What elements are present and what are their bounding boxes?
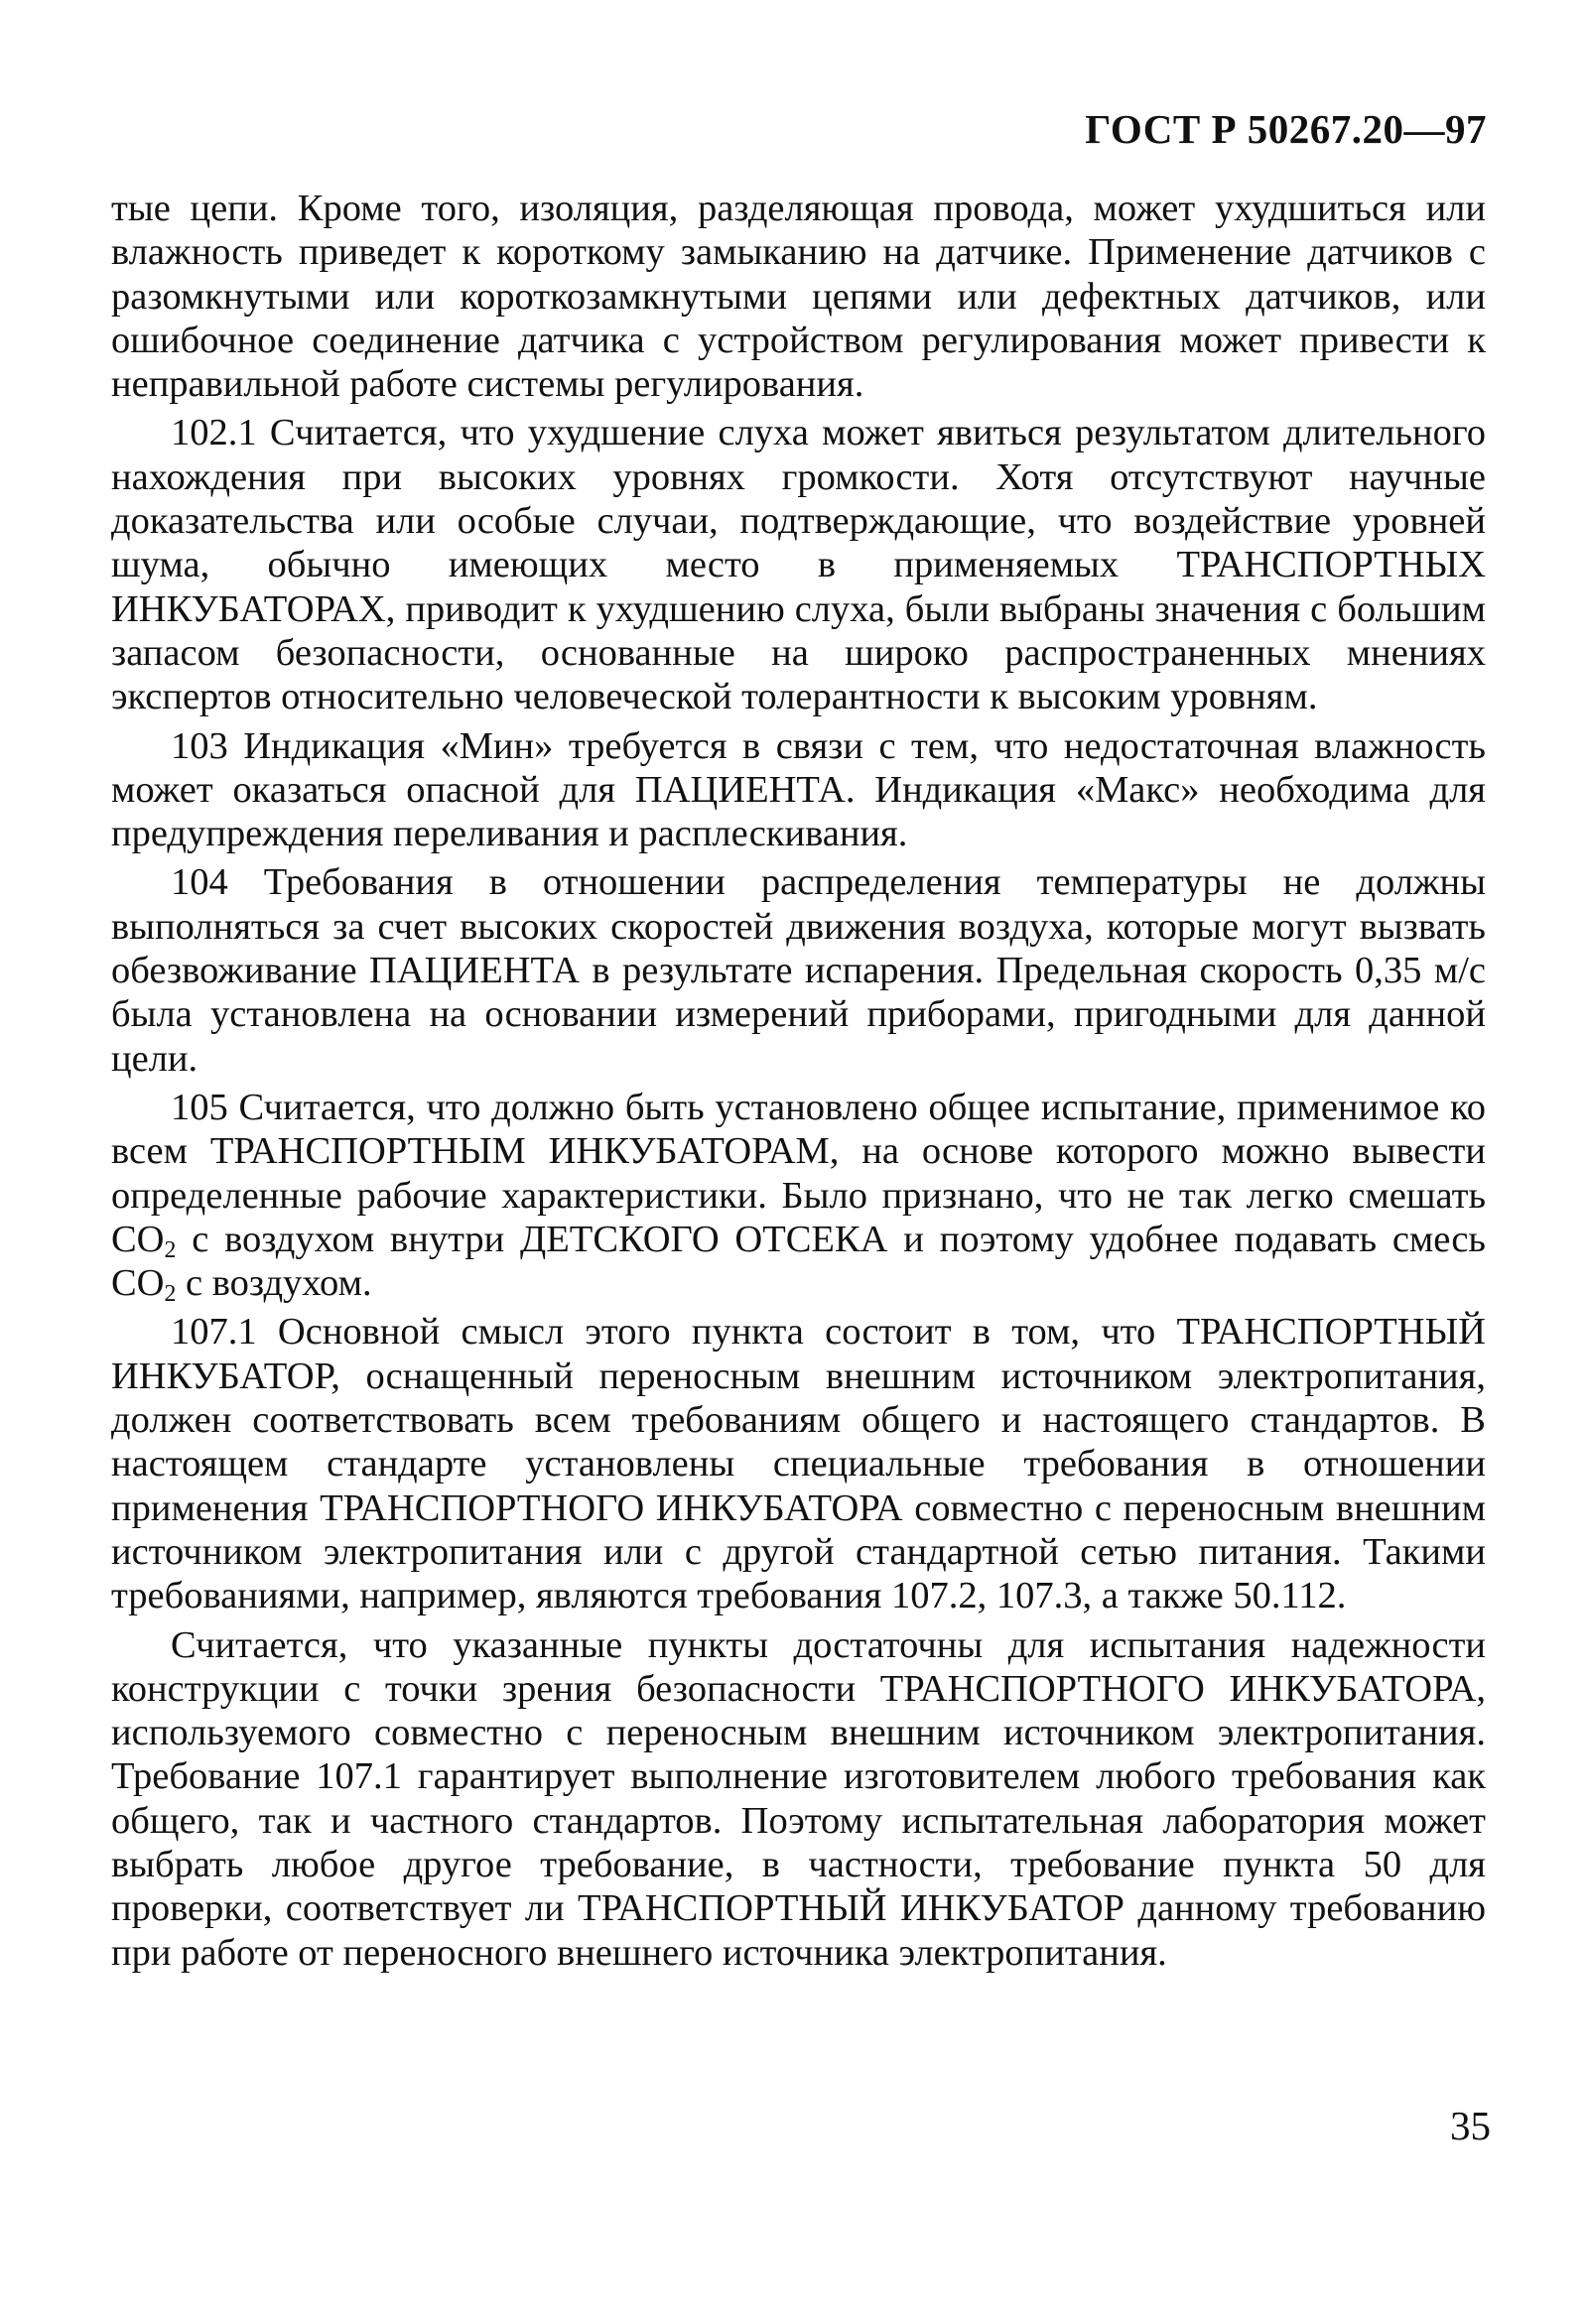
page-number: 35 bbox=[1450, 2103, 1491, 2148]
subscript-2: 2 bbox=[164, 1281, 177, 1308]
paragraph-107-1: 107.1 Основной смысл этого пункта состоит в том, что ТРАНСПОРТНЫЙ ИНКУБАТОР, оснащенный переносным внешним источником электропитания, должен соответствовать всем требованиям общего и настоящего стандартов. В настоящем стандарте установлены специальные требования в отношении применения ТРАНСПОРТНОГО ИНКУБАТОРА совместно с переносным внешним источником электропитания или с другой стандартной сетью питания. Такими требованиями, например, являются требования 107.2, 107.3, а также 50.112. bbox=[111, 1311, 1486, 1617]
paragraph-conclusion: Считается, что указанные пункты достаточны для испытания надежности конструкции с точки зрения безопасности ТРАНСПОРТНОГО ИНКУБАТОРА, используемого совместно с переносным внешним источником электропитания. Требование 107.1 гарантирует выполнение изготовителем любого требования как общего, так и частного стандартов. Поэтому испытательная лаборатория может выбрать любое другое требование, в частности, требование пункта 50 для проверки, соответствует ли ТРАНСПОРТНЫЙ ИНКУБАТОР данному требованию при работе от переносного внешнего источника электропитания. bbox=[111, 1623, 1486, 1974]
paragraph-105-text-1: 105 Считается, что должно быть установлено общее испытание, применимое ко всем ТРАНСПОРТНЫМ ИНКУБАТОРАМ, на основе которого можно вывести определенные рабочие характеристики. Было признано, что не так легко смешать СО bbox=[111, 1086, 1486, 1260]
body-text bbox=[111, 187, 1486, 1980]
paragraph-104: 104 Требования в отношении распределения температуры не должны выполняться за счет высоких скоростей движения воздуха, которые могут вызвать обезвоживание ПАЦИЕНТА в результате испарения. Предельная скорость 0,35 м/с была установлена на основании измерений приборами, пригодными для данной цели. bbox=[111, 861, 1486, 1080]
paragraph-105-text-3: с воздухом. bbox=[176, 1262, 372, 1305]
paragraph-continuation: тые цепи. Кроме того, изоляция, разделяющая провода, может ухудшиться или влажность приведет к короткому замыканию на датчике. Применение датчиков с разомкнутыми или короткозамкнутыми цепями или дефектных датчиков, или ошибочное соединение датчика с устройством регулирования может привести к неправильной работе системы регулирования. bbox=[111, 188, 1486, 406]
paragraph-105-text-2: с воздухом внутри ДЕТСКОГО ОТСЕКА и поэтому удобнее подавать смесь СО bbox=[111, 1218, 1486, 1305]
paragraph-103: 103 Индикация «Мин» требуется в связи с тем, что недостаточная влажность может оказаться опасной для ПАЦИЕНТА. Индикация «Макс» необходима для предупреждения переливания и расплескивания. bbox=[111, 724, 1486, 855]
paragraph-105 bbox=[111, 1086, 1486, 1308]
standard-designation: ГОСТ Р 50267.20—97 bbox=[1085, 106, 1487, 152]
subscript-2: 2 bbox=[164, 1236, 177, 1263]
paragraph-102-1: 102.1 Считается, что ухудшение слуха может явиться результатом длительного нахождения при высоких уровнях громкости. Хотя отсутствуют научные доказательства или особые случаи, подтверждающие, что воздействие уровней шума, обычно имеющих место в применяемых ТРАНСПОРТНЫХ ИНКУБАТОРАХ, приводит к ухудшению слуха, были выбраны значения с большим запасом безопасности, основанные на широко распространенных мнениях экспертов относительно человеческой толерантности к высоким уровням. bbox=[111, 412, 1486, 718]
